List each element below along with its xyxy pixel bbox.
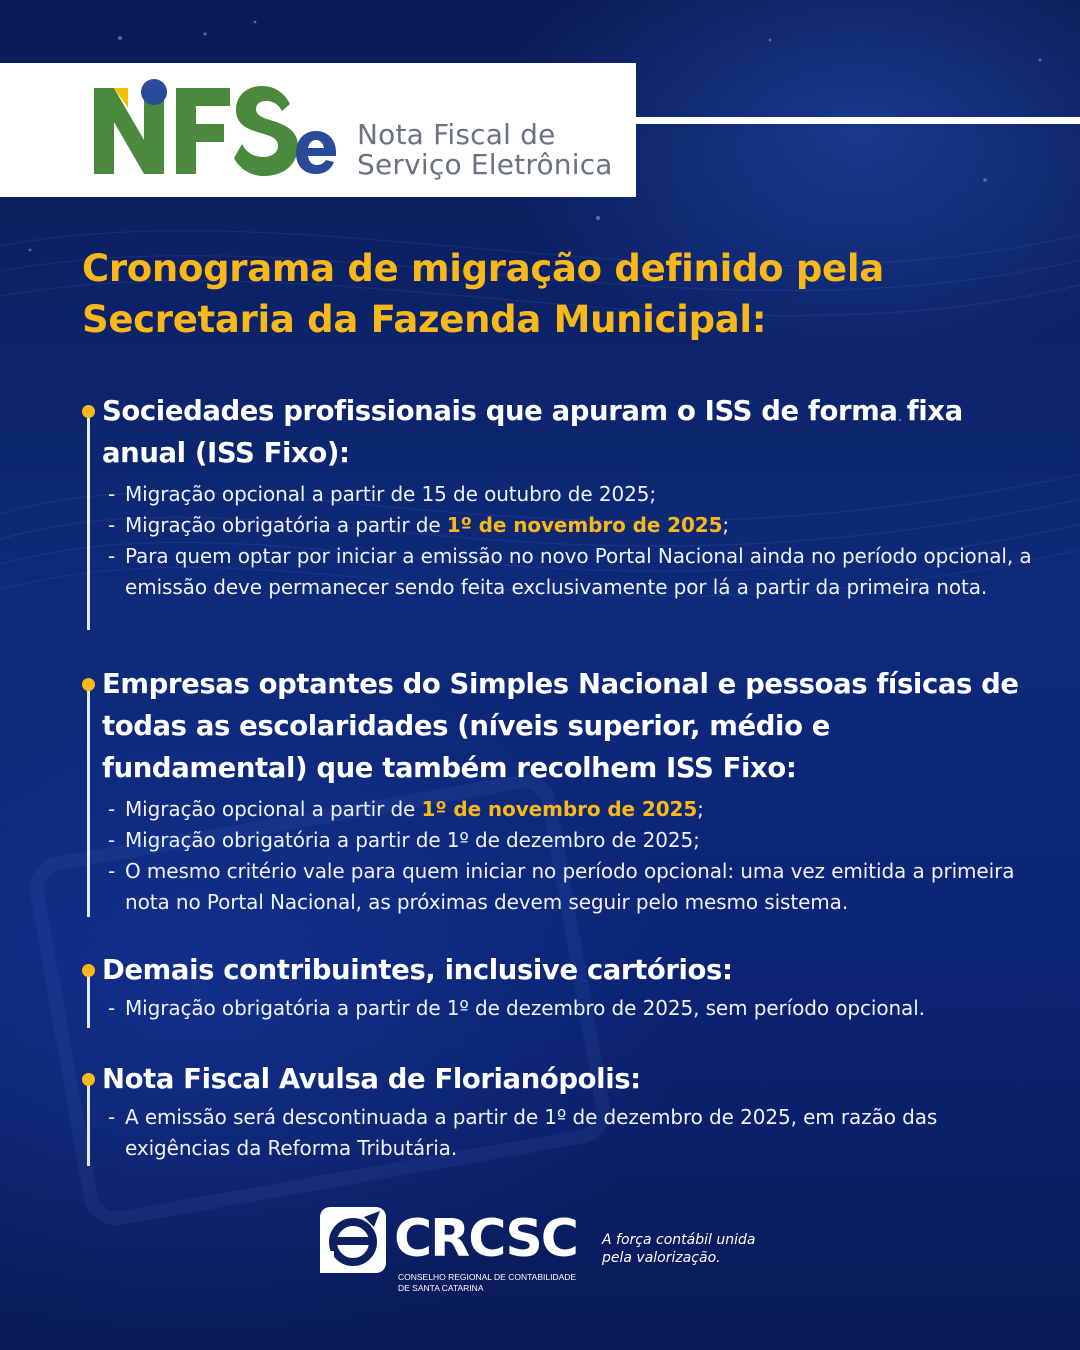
headline: Cronograma de migração definido pela Secretaria da Fazenda Municipal: <box>82 247 884 341</box>
bullet-dot-icon <box>82 1073 95 1086</box>
header-divider-line <box>636 117 1080 124</box>
bullet-dot-icon <box>82 678 95 691</box>
section-vertical-line <box>87 1080 90 1166</box>
list-item: - Migração obrigatória a partir de 1º de novembro de 2025; <box>108 513 730 537</box>
org-full-name-line1: CONSELHO REGIONAL DE CONTABILIDADE <box>398 1272 577 1282</box>
bullet-list <box>108 1102 1040 1164</box>
list-item: - Migração opcional a partir de 1º de novembro de 2025; <box>108 797 704 821</box>
section-title: Sociedades profissionais que apuram o ISS de forma fixa anual (ISS Fixo): <box>102 395 963 469</box>
list-item: - Para quem optar por iniciar a emissão no novo Portal Nacional ainda no período opcional, a emissão deve permanecer sendo feita exclusivamente por lá a partir da primeira nota. <box>108 544 1032 599</box>
bullet-list <box>108 993 1040 1024</box>
highlight-date: 1º de novembro de 2025 <box>421 797 698 821</box>
org-short-name: CRCSC <box>394 1209 577 1269</box>
bullet-list <box>108 479 1040 603</box>
section-simples-nacional <box>80 663 1040 918</box>
crcsc-emblem-icon <box>320 1207 386 1273</box>
section-title: Demais contribuintes, inclusive cartórios: <box>102 954 733 986</box>
section-vertical-line <box>87 971 90 1028</box>
highlight-date: 1º de novembro de 2025 <box>446 513 723 537</box>
section-title: Empresas optantes do Simples Nacional e pessoas físicas de todas as escolaridades (níveis superior, médio e fundamental) que também recolhem ISS Fixo: <box>102 668 1019 784</box>
list-item: - O mesmo critério vale para quem iniciar no período opcional: uma vez emitida a primeira nota no Portal Nacional, as próximas devem seguir pelo mesmo sistema. <box>108 859 1015 914</box>
list-item: - Migração obrigatória a partir de 1º de dezembro de 2025, sem período opcional. <box>108 996 925 1020</box>
nfse-logo <box>88 74 348 186</box>
bullet-dot-icon <box>82 964 95 977</box>
slogan-line1: A força contábil unida <box>602 1232 756 1248</box>
section-title: Nota Fiscal Avulsa de Florianópolis: <box>102 1063 641 1095</box>
section-nota-fiscal-avulsa <box>80 1058 1040 1164</box>
bullet-list <box>108 794 1040 918</box>
section-vertical-line <box>87 412 90 630</box>
section-vertical-line <box>87 685 90 917</box>
list-item: - A emissão será descontinuada a partir de 1º de dezembro de 2025, em razão das exigências da Reforma Tributária. <box>108 1105 938 1160</box>
section-demais-contribuintes <box>80 949 1040 1024</box>
bullet-dot-icon <box>82 405 95 418</box>
logo-subtitle-line1: Nota Fiscal de <box>357 118 556 151</box>
org-full-name-line2: DE SANTA CATARINA <box>398 1283 484 1293</box>
section-iss-fixo <box>80 390 1040 603</box>
slogan-line2: pela valorização. <box>602 1250 721 1266</box>
list-item: - Migração obrigatória a partir de 1º de dezembro de 2025; <box>108 828 700 852</box>
logo-subtitle-line2: Serviço Eletrônica <box>357 148 613 181</box>
list-item: - Migração opcional a partir de 15 de outubro de 2025; <box>108 482 656 506</box>
